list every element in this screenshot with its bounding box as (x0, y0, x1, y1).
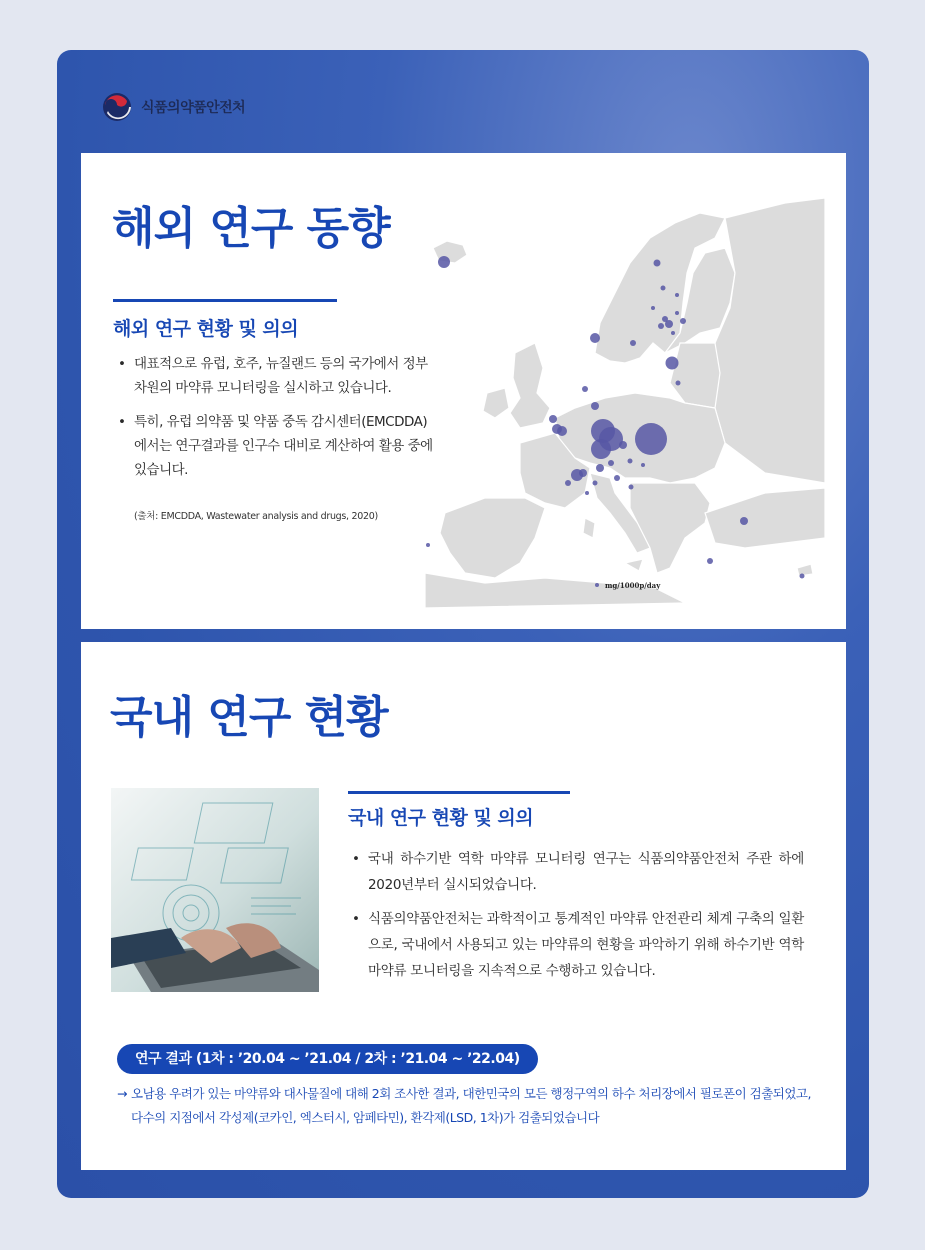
result-description (117, 1082, 817, 1130)
overseas-bullet: • 특히, 유럽 의약품 및 약품 중독 감시센터(EMCDDA)에서는 연구결과를 인구수 대비로 계산하여 활용 중에 있습니다. (118, 410, 438, 482)
map-dot (593, 481, 598, 486)
arrow-right-icon: → (117, 1086, 127, 1101)
map-dot (630, 340, 636, 346)
map-dot (591, 402, 599, 410)
map-dot-large (635, 423, 667, 455)
europe-landmass (425, 198, 825, 608)
logo-text: 식품의약품안전처 (141, 100, 246, 116)
map-dot (629, 485, 634, 490)
overseas-title: 해외 연구 동향 (112, 203, 390, 254)
map-dot (590, 333, 600, 343)
map-dot (740, 517, 748, 525)
map-legend-dot (595, 583, 599, 587)
taegeuk-logo-icon (100, 90, 134, 124)
map-dot (579, 469, 587, 477)
map-dot (591, 439, 611, 459)
result-label-pill: 연구 결과 (1차 : ’20.04 ~ ’21.04 / 2차 : ’21.04 ~ ’22.04) (117, 1044, 538, 1074)
map-dot (666, 357, 679, 370)
map-dot (565, 480, 571, 486)
map-dot (628, 459, 633, 464)
domestic-subtitle-rule (348, 791, 570, 794)
overseas-bullet: • 대표적으로 유럽, 호주, 뉴질랜드 등의 국가에서 정부 차원의 마약류 모니터링을 실시하고 있습니다. (118, 352, 438, 400)
map-dot (557, 426, 567, 436)
map-dot (619, 441, 627, 449)
map-dot (426, 543, 430, 547)
map-dot (676, 381, 681, 386)
map-dot (665, 320, 673, 328)
overseas-subtitle: 해외 연구 현황 및 의의 (113, 318, 299, 340)
map-dot (661, 286, 666, 291)
laptop-photo (111, 788, 319, 992)
map-dot (585, 491, 589, 495)
map-dot (614, 475, 620, 481)
map-dot (582, 386, 588, 392)
domestic-title: 국내 연구 현황 (110, 692, 388, 743)
map-dot (671, 331, 675, 335)
map-dot (658, 323, 664, 329)
domestic-bullet: • 식품의약품안전처는 과학적이고 통계적인 마약류 안전관리 체계 구축의 일환으로, 국내에서 사용되고 있는 마약류의 현황을 파악하기 위해 하수기반 역학 마약류 모니터링을 지속적으로 수행하고 있습니다. (352, 906, 804, 984)
result-text: 오남용 우려가 있는 마약류와 대사물질에 대해 2회 조사한 결과, 대한민국의 모든 행정구역의 하수 처리장에서 필로폰이 검출되었고, 다수의 지점에서 각성제(코카인, 엑스터시, 암페타민), 환각제(LSD, 1차)가 검출되었습니다 (131, 1086, 811, 1125)
map-dot (641, 463, 645, 467)
map-dot (596, 464, 604, 472)
map-dot (549, 415, 557, 423)
map-dot (675, 311, 679, 315)
map-legend-label: mg/1000p/day (605, 581, 661, 590)
overseas-bullets (118, 352, 438, 492)
map-dot (608, 460, 614, 466)
domestic-bullet: • 국내 하수기반 역학 마약류 모니터링 연구는 식품의약품안전처 주관 하에 2020년부터 실시되었습니다. (352, 846, 804, 898)
source-citation: (출처: EMCDDA, Wastewater analysis and drugs, 2020) (134, 511, 378, 522)
overseas-subtitle-rule (113, 299, 337, 302)
map-dot (651, 306, 655, 310)
map-dot (654, 260, 661, 267)
mfds-logo (100, 90, 245, 124)
domestic-subtitle: 국내 연구 현황 및 의의 (348, 807, 534, 829)
map-dot (800, 574, 805, 579)
map-dot (680, 318, 686, 324)
map-dot-iceland (438, 256, 450, 268)
europe-map (425, 193, 825, 608)
map-dot (707, 558, 713, 564)
map-dot (675, 293, 679, 297)
domestic-bullets (352, 846, 804, 992)
